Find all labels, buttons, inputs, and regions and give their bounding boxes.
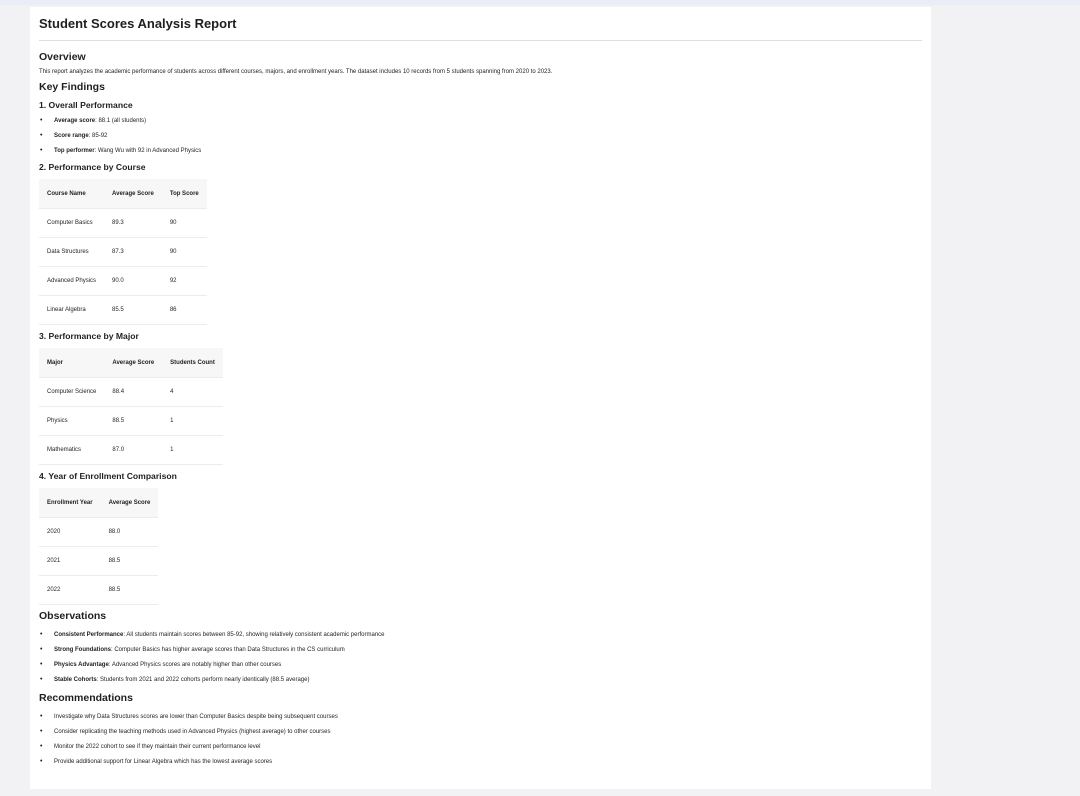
table-cell: 1 — [162, 407, 223, 436]
table-row — [39, 407, 223, 436]
list-item: • Consider replicating the teaching methods used in Advanced Physics (highest average) to other courses — [39, 726, 922, 741]
table-row — [39, 576, 158, 605]
item-text: : 88.1 (all students) — [95, 118, 147, 124]
report-title: Student Scores Analysis Report — [39, 16, 922, 41]
column-header: Average Score — [104, 179, 162, 209]
column-header: Enrollment Year — [39, 488, 101, 518]
table-cell: 2021 — [39, 547, 101, 576]
item-text: : Advanced Physics scores are notably higher than other courses — [108, 662, 282, 668]
table-row — [39, 238, 207, 267]
item-label: Physics Advantage — [54, 662, 109, 668]
list-item — [39, 629, 922, 644]
table-cell: 90.0 — [104, 267, 162, 296]
major-table — [39, 348, 223, 465]
item-text: : 85-92 — [88, 133, 108, 139]
table-cell: 88.4 — [104, 378, 162, 407]
top-bar — [0, 0, 1080, 5]
table-cell: 88.5 — [104, 407, 162, 436]
column-header: Average Score — [104, 348, 162, 378]
observations-heading: Observations — [39, 610, 107, 622]
list-item — [39, 130, 922, 145]
column-header: Course Name — [39, 179, 104, 209]
table-cell: 87.3 — [104, 238, 162, 267]
table-cell: 1 — [162, 436, 223, 465]
item-label: Strong Foundations — [54, 647, 111, 653]
table-cell: 88.5 — [101, 547, 159, 576]
list-item — [39, 145, 922, 160]
overall-performance-heading: 1. Overall Performance — [39, 100, 133, 110]
list-item — [39, 115, 922, 130]
column-header: Major — [39, 348, 104, 378]
column-header: Average Score — [101, 488, 159, 518]
table-row — [39, 378, 223, 407]
table-cell: 86 — [162, 296, 207, 325]
table-cell: Computer Science — [39, 378, 104, 407]
enrollment-year-heading: 4. Year of Enrollment Comparison — [39, 471, 177, 481]
table-cell: Data Structures — [39, 238, 104, 267]
recommendations-list — [39, 711, 922, 771]
table-row — [39, 267, 207, 296]
list-item — [39, 674, 922, 689]
list-item: • Provide additional support for Linear Algebra which has the lowest average scores — [39, 756, 922, 771]
item-label: Consistent Performance — [54, 632, 124, 638]
list-item — [39, 644, 922, 659]
recommendations-heading: Recommendations — [39, 692, 133, 704]
column-header: Students Count — [162, 348, 223, 378]
item-label: Average score — [54, 118, 96, 124]
table-cell: Physics — [39, 407, 104, 436]
column-header: Top Score — [162, 179, 207, 209]
enrollment-year-table — [39, 488, 158, 605]
table-header-row — [39, 348, 223, 378]
table-cell: 90 — [162, 209, 207, 238]
table-header-row — [39, 488, 158, 518]
item-text: : Computer Basics has higher average scores than Data Structures in the CS curriculum — [111, 647, 345, 653]
table-cell: Advanced Physics — [39, 267, 104, 296]
course-performance-heading: 2. Performance by Course — [39, 162, 146, 172]
overview-heading: Overview — [39, 51, 86, 63]
table-cell: 90 — [162, 238, 207, 267]
item-text: : Students from 2021 and 2022 cohorts perform nearly identically (88.5 average) — [96, 677, 310, 683]
table-cell: Computer Basics — [39, 209, 104, 238]
table-cell: 4 — [162, 378, 223, 407]
course-table — [39, 179, 207, 325]
list-item — [39, 659, 922, 674]
table-cell: 2022 — [39, 576, 101, 605]
table-row — [39, 436, 223, 465]
report-document — [30, 7, 931, 789]
table-cell: 2020 — [39, 518, 101, 547]
table-row — [39, 547, 158, 576]
overall-performance-list — [39, 115, 922, 160]
item-text: : All students maintain scores between 85-92, showing relatively consistent academic performance — [123, 632, 385, 638]
item-label: Top performer — [54, 148, 95, 154]
table-cell: Mathematics — [39, 436, 104, 465]
table-row — [39, 296, 207, 325]
table-cell: 92 — [162, 267, 207, 296]
key-findings-heading: Key Findings — [39, 81, 105, 93]
table-cell: 87.0 — [104, 436, 162, 465]
major-performance-heading: 3. Performance by Major — [39, 331, 139, 341]
item-text: : Wang Wu with 92 in Advanced Physics — [94, 148, 202, 154]
table-header-row — [39, 179, 207, 209]
overview-text: This report analyzes the academic performance of students across different courses, majors, and enrollment years. The dataset includes 10 records from 5 students spanning from 2020 to 2023. — [39, 69, 553, 75]
table-row — [39, 518, 158, 547]
observations-list — [39, 629, 922, 689]
list-item: • Monitor the 2022 cohort to see if they maintain their current performance level — [39, 741, 922, 756]
table-cell: 85.5 — [104, 296, 162, 325]
item-label: Stable Cohorts — [54, 677, 97, 683]
table-cell: 88.0 — [101, 518, 159, 547]
table-cell: Linear Algebra — [39, 296, 104, 325]
table-row — [39, 209, 207, 238]
table-cell: 88.5 — [101, 576, 159, 605]
table-cell: 89.3 — [104, 209, 162, 238]
item-label: Score range — [54, 133, 89, 139]
list-item: • Investigate why Data Structures scores are lower than Computer Basics despite being subsequent courses — [39, 711, 922, 726]
